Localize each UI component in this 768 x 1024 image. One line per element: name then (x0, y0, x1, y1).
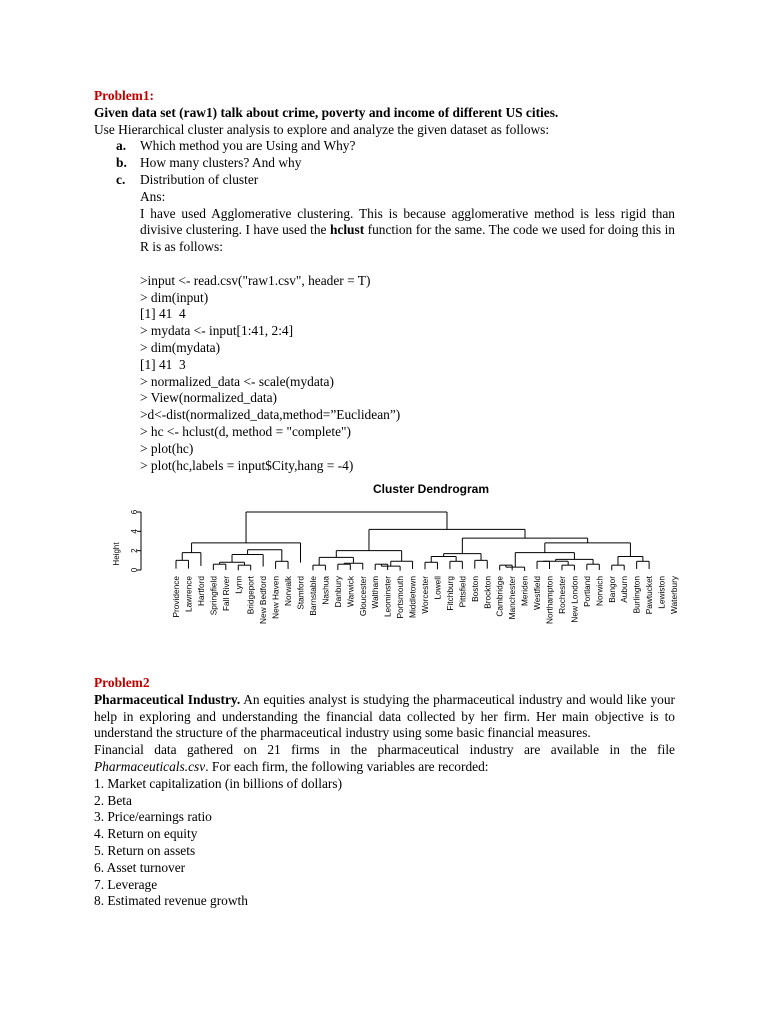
variable-item: 1. Market capitalization (in billions of dollars) (94, 775, 343, 791)
leaf-label: Fitchburg (444, 576, 455, 611)
dendrogram-svg (94, 478, 694, 638)
answer-label: Ans: (140, 188, 166, 204)
code-line: > plot(hc) (140, 440, 194, 456)
question-item: b. How many clusters? And why (116, 155, 302, 171)
variable-item: 6. Asset turnover (94, 859, 186, 875)
problem1-subtitle: Given data set (raw1) talk about crime, poverty and income of different US cities. (94, 104, 559, 120)
leaf-label: Hartford (195, 576, 206, 606)
leaf-label: Norwich (594, 576, 605, 606)
y-tick-label: 2 (130, 548, 139, 553)
y-tick-label: 4 (130, 529, 139, 534)
leaf-label: Northampton (544, 576, 555, 624)
leaf-label: Portsmouth (395, 576, 406, 619)
leaf-label: Cambridge (494, 576, 505, 617)
leaf-label: Brockton (482, 576, 493, 609)
variable-item: 2. Beta (94, 792, 132, 808)
leaf-label: Fall River (220, 576, 231, 612)
leaf-label: Lewiston (656, 576, 667, 609)
leaf-label: Providence (171, 576, 181, 618)
y-axis-label: Height (112, 542, 121, 566)
code-line: >input <- read.csv("raw1.csv", header = T) (140, 272, 371, 288)
y-tick-label: 6 (130, 509, 139, 515)
problem2-para1: Pharmaceutical Industry. An equities analyst is studying the pharmaceutical industry and would like your help in exploring and understanding the financial data collected by her firm. Her main objective is to understand the structure of the pharmaceutical industry using some basic financial measures. (94, 691, 675, 741)
question-item: a. Which method you are Using and Why? (116, 138, 356, 154)
leaf-label: Stamford (295, 576, 306, 610)
leaf-label: Springfield (208, 576, 219, 616)
leaf-label: Pittsfield (457, 576, 468, 608)
leaf-label: Nashua (320, 576, 331, 605)
leaf-label: Lawrence (183, 576, 194, 612)
leaf-label: Portland (581, 576, 592, 607)
leaf-label: Barnstable (307, 576, 318, 616)
answer-text: I have used Agglomerative clustering. This is because agglomerative method is less rigid than divisive clustering. I have used the hclust function for the same. The code we used for doing this in R is as follows: (140, 205, 675, 255)
variable-item: 7. Leverage (94, 876, 158, 892)
leaf-label: Norwalk (283, 576, 294, 606)
leaf-label: New Bedford (258, 576, 269, 624)
leaf-label: Waltham (370, 576, 381, 609)
code-line: > dim(input) (140, 289, 209, 305)
r-code-block (94, 273, 675, 475)
leaf-label: Leominster (382, 576, 393, 618)
leaf-label: Bangor (606, 576, 617, 603)
variable-item: 5. Return on assets (94, 842, 196, 858)
leaf-label: Danbury (332, 576, 343, 608)
question-list (94, 138, 675, 188)
y-tick-label: 0 (130, 567, 139, 573)
code-line: > normalized_data <- scale(mydata) (140, 373, 334, 389)
variable-item: 8. Estimated revenue growth (94, 893, 248, 909)
leaf-label: Burlington (631, 576, 642, 614)
question-item: c. Distribution of cluster (116, 171, 259, 187)
leaf-label: Worcester (420, 576, 430, 614)
variable-item: 4. Return on equity (94, 826, 198, 842)
leaf-label: Bridgeport (245, 576, 256, 615)
leaf-label: Middletown (407, 576, 418, 618)
problem1-heading: Problem1: (94, 88, 154, 103)
leaf-label: Pawtucket (644, 576, 655, 615)
code-line: [1] 41 4 (140, 306, 186, 322)
problem1-intro: Use Hierarchical cluster analysis to explore and analyze the given dataset as follows: (94, 121, 550, 137)
problem1-section (94, 88, 675, 474)
problem2-para2: Financial data gathered on 21 firms in the pharmaceutical industry are available in the file Pharmaceuticals.csv. For each firm, the following variables are recorded: (94, 742, 675, 774)
leaf-label: Gloucester (357, 576, 368, 617)
variable-item: 3. Price/earnings ratio (94, 809, 212, 825)
leaf-label: Warwick (345, 576, 356, 608)
code-line: > plot(hc,labels = input$City,hang = -4) (140, 457, 354, 473)
leaf-label: New Haven (270, 576, 281, 619)
problem2-heading: Problem2 (94, 675, 150, 690)
leaf-label: Lynn (233, 576, 244, 594)
dendrogram-chart (94, 478, 694, 638)
code-line: > mydata <- input[1:41, 2:4] (140, 323, 294, 339)
code-line: > View(normalized_data) (140, 390, 278, 406)
answer-block (94, 189, 675, 256)
leaf-label: Meriden (519, 576, 530, 606)
code-line: > hc <- hclust(d, method = "complete") (140, 423, 351, 439)
code-line: [1] 41 3 (140, 356, 186, 372)
leaf-label: Boston (469, 576, 480, 602)
leaf-label: Auburn (619, 576, 630, 603)
problem2-section (94, 675, 675, 910)
leaf-label: Manchester (507, 576, 518, 620)
leaf-label: Rochester (556, 576, 567, 614)
chart-title: Cluster Dendrogram (372, 482, 490, 496)
leaf-label: Westfield (532, 576, 543, 610)
code-line: > dim(mydata) (140, 339, 221, 355)
leaf-label: New London (569, 576, 580, 623)
code-line: >d<-dist(normalized_data,method=”Euclidean”) (140, 407, 401, 423)
leaf-label: Waterbury (669, 576, 679, 614)
leaf-label: Lowell (432, 576, 443, 600)
